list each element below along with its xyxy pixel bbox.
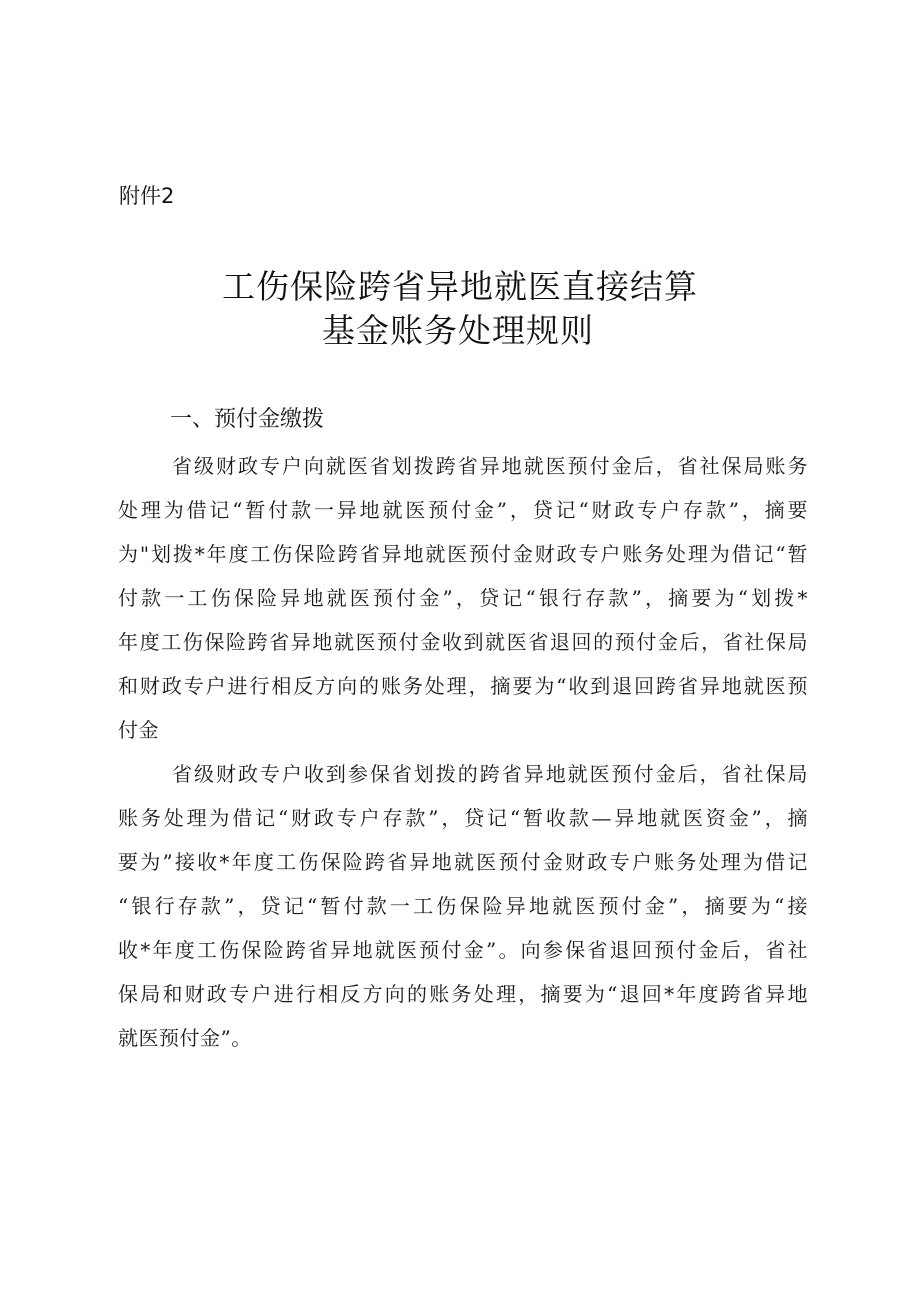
attachment-label: 附件2 bbox=[119, 184, 175, 208]
paragraph-line: 就医预付金”。 bbox=[118, 1026, 252, 1050]
paragraph-line: 付金 bbox=[118, 718, 159, 742]
paragraph-line: “银行存款”，贷记“暂付款一工伤保险异地就医预付金”，摘要为“接 bbox=[118, 894, 808, 918]
section-heading: 一、预付金缴拨 bbox=[170, 407, 325, 432]
paragraph-line: 省级财政专户向就医省划拨跨省异地就医预付金后，省社保局账务 bbox=[172, 454, 808, 478]
paragraph-line: 年度工伤保险跨省异地就医预付金收到就医省退回的预付金后，省社保局 bbox=[118, 630, 808, 654]
paragraph-line: 为"划拨*年度工伤保险跨省异地就医预付金财政专户账务处理为借记“暂 bbox=[118, 542, 808, 566]
paragraph-line: 账务处理为借记“财政专户存款”，贷记“暂收款—异地就医资金”，摘 bbox=[118, 806, 808, 830]
paragraph-line: 收*年度工伤保险跨省异地就医预付金”。向参保省退回预付金后，省社 bbox=[118, 938, 808, 962]
paragraph-line: 要为”接收*年度工伤保险跨省异地就医预付金财政专户账务处理为借记 bbox=[118, 850, 808, 874]
paragraph-line: 付款一工伤保险异地就医预付金”，贷记“银行存款”，摘要为“划拨* bbox=[118, 586, 808, 610]
document-title-line-2: 基金账务处理规则 bbox=[322, 311, 594, 350]
paragraph-line: 处理为借记“暂付款一异地就医预付金”，贷记“财政专户存款”，摘要 bbox=[118, 498, 808, 522]
paragraph-line: 保局和财政专户进行相反方向的账务处理，摘要为“退回*年度跨省异地 bbox=[118, 982, 808, 1006]
paragraph-line: 省级财政专户收到参保省划拨的跨省异地就医预付金后，省社保局 bbox=[172, 762, 808, 786]
document-title-line-1: 工伤保险跨省异地就医直接结算 bbox=[222, 267, 698, 306]
paragraph-line: 和财政专户进行相反方向的账务处理，摘要为“收到退回跨省异地就医预 bbox=[118, 674, 808, 698]
